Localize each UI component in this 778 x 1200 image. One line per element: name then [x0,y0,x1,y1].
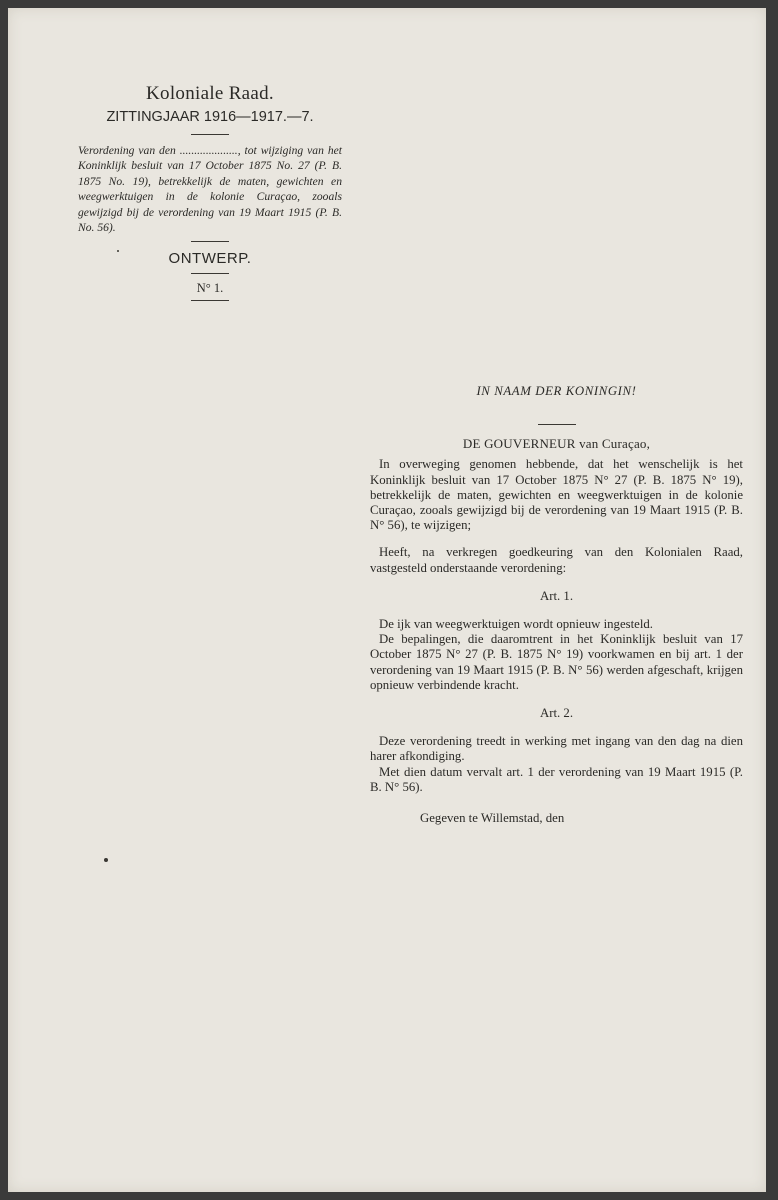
article-1-paragraph-1: De ijk van weegwerktuigen wordt opnieuw ingesteld. [379,617,653,632]
paper-speck [104,858,108,862]
article-2-paragraph-2: Met dien datum vervalt art. 1 der verordening van 19 Maart 1915 (P. B. N° 56). [370,764,743,794]
article-2-heading: Art. 2. [539,706,574,721]
divider [191,273,229,274]
article-2-paragraph-1: Deze verordening treedt in werking met ingang van den dag na dien harer afkondiging. [370,734,743,764]
header-block [78,82,342,301]
divider [538,424,576,425]
enactment-paragraph: Heeft, na verkregen goedkeuring van den Kolonialen Raad, vastgesteld onderstaande verordening: [370,545,743,575]
article-1-heading: Art. 1. [539,588,574,603]
governor-heading: DE GOUVERNEUR van Curaçao, [462,436,651,452]
divider [191,241,229,242]
preamble-paragraph: In overweging genomen hebbende, dat het wenschelijk is het Koninklijk besluit van 17 October 1875 N° 27 (P. B. 1875 N° 19), betrekkelijk de maten, gewichten en weegwerktuigen in de kolonie Curaçao, zooals gewijzigd bij de verordening van 19 Maart 1915 (P. B. N° 56), te wijzigen; [370,457,743,533]
article-1-paragraph-2: De bepalingen, die daaromtrent in het Koninklijk besluit van 17 October 1875 N° 27 (P. B. 1875 N° 19) voorkwamen en bij art. 1 der verordening van 19 Maart 1915 (P. B. N° 56) werden afgeschaft, krijgen opnieuw verbindende kracht. [370,632,743,692]
divider [191,134,229,135]
ordinance-body [370,378,743,826]
ordinance-description: Verordening van den ...................., tot wijziging van het Koninklijk besluit van 17 October 1875 No. 27 (P. B. 1875 No. 19), betrekkelijk de maten, gewichten en weegwerktuigen in de kolonie Curaçao, zooals gewijzigd bij de verordening van 19 Maart 1915 (P. B. No. 56). [78,144,342,235]
paper-speck [117,250,119,252]
document-page [8,8,766,1192]
draft-number: N° 1. [196,281,224,296]
divider [191,300,229,301]
royal-invocation: IN NAAM DER KONINGIN! [476,384,637,398]
draft-label: ONTWERP. [168,250,252,268]
session-year: ZITTINGJAAR 1916—1917.—7. [106,109,314,125]
document-title: Koloniale Raad. [146,83,274,104]
signature-line: Gegeven te Willemstad, den [420,811,565,826]
